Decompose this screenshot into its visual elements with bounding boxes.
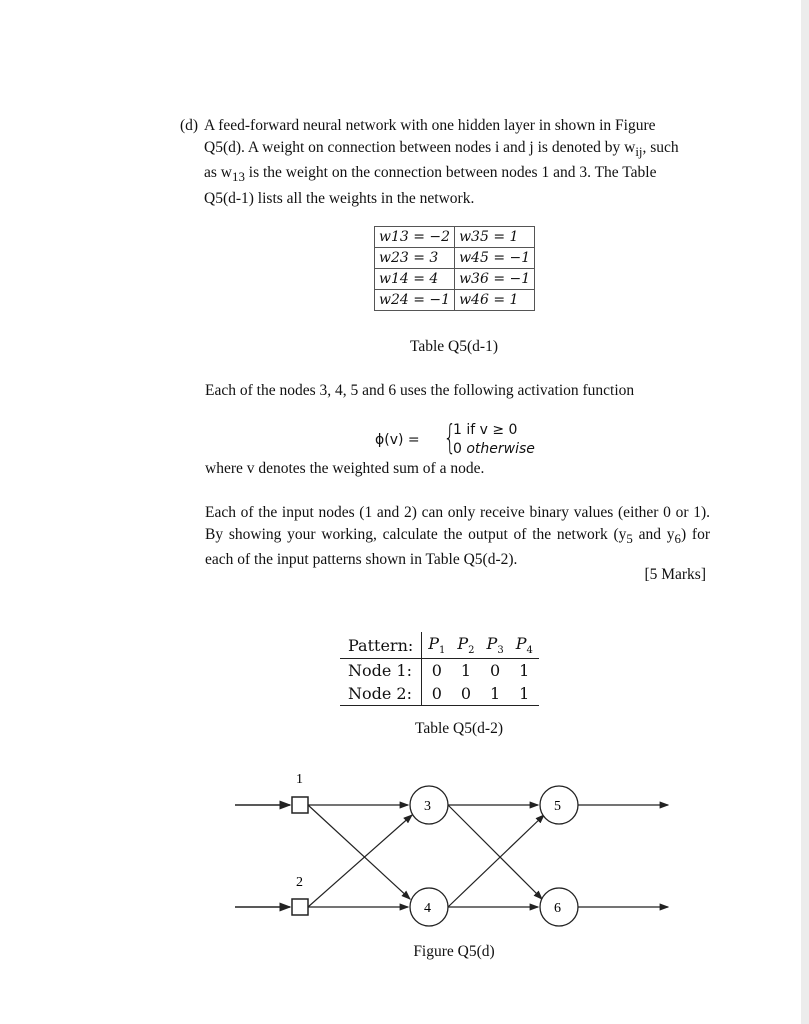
- neural-network-figure: [230, 765, 680, 935]
- weights-row: [375, 269, 535, 290]
- edge-3-6: [448, 805, 542, 899]
- pattern-header-cell: [451, 632, 480, 659]
- formula-case-2: [453, 441, 535, 457]
- question-line-3-end: is the weight on the connection between nodes 1 and 3. The Table: [244, 164, 657, 182]
- pattern-subscript: 3: [497, 645, 504, 657]
- weight-cell: w45 = −1: [455, 248, 535, 269]
- formula-lhs: ϕ(v) =: [375, 432, 420, 448]
- weight-cell: w46 = 1: [455, 290, 535, 311]
- instructions-text: [205, 502, 710, 571]
- hidden-label-4: 4: [424, 901, 431, 916]
- scrollbar[interactable]: [801, 0, 809, 1024]
- where-text: where v denotes the weighted sum of a node.: [205, 460, 485, 477]
- weights-table-caption: Table Q5(d-1): [409, 338, 498, 355]
- pattern-value-cell: 0: [451, 682, 480, 706]
- pattern-letter: P: [457, 634, 469, 653]
- marks-label: [5 Marks]: [644, 566, 706, 583]
- question-label: (d): [180, 117, 199, 134]
- pattern-value-cell: 0: [490, 661, 501, 681]
- weights-table: [374, 226, 535, 311]
- pattern-subscript: 4: [526, 645, 533, 657]
- output-label-5: 5: [554, 799, 561, 814]
- pattern-letter: P: [486, 634, 498, 653]
- edge-1-4: [308, 805, 410, 899]
- input-node-2: [292, 899, 308, 915]
- patterns-row-label: Node 1:: [340, 659, 422, 683]
- patterns-table: [340, 632, 539, 706]
- left-brace-icon: {: [443, 418, 457, 458]
- pattern-value-cell: 0: [431, 661, 442, 681]
- question-text: [180, 115, 710, 209]
- weights-row: [375, 227, 535, 248]
- hidden-label-3: 3: [424, 799, 431, 814]
- weights-row: [375, 290, 535, 311]
- weight-cell: w24 = −1: [375, 290, 455, 311]
- pattern-header-cell: [422, 632, 452, 659]
- instructions-part-c: ) for each of the input patterns shown in Table Q5(d-2).: [205, 525, 710, 569]
- instructions-part-a: Each of the input nodes (1 and 2) can only receive binary values (either 0 or 1). By showing your working, calculate the output of the network (y: [205, 504, 710, 543]
- pattern-subscript: 1: [439, 645, 446, 657]
- question-line-2: Q5(d). A weight on connection between nodes i and j is denoted by w: [204, 138, 636, 156]
- pattern-header-cell: [481, 632, 510, 659]
- edge-2-3: [308, 815, 412, 907]
- weight-cell: w35 = 1: [455, 227, 535, 248]
- pattern-letter: P: [515, 634, 527, 653]
- activation-intro: Each of the nodes 3, 4, 5 and 6 uses the following activation function: [205, 382, 635, 399]
- pattern-value-cell: 0: [422, 682, 452, 706]
- pattern-subscript: 2: [468, 645, 475, 657]
- pattern-letter: P: [428, 634, 440, 653]
- weight-cell: w36 = −1: [455, 269, 535, 290]
- question-line-1: A feed-forward neural network with one hidden layer in shown in Figure: [204, 117, 656, 134]
- formula-case-1: 1 if v ≥ 0: [453, 422, 518, 438]
- subscript-13: 13: [231, 169, 245, 185]
- figure-caption: Figure Q5(d): [413, 943, 495, 960]
- question-line-4: Q5(d-1) lists all the weights in the network.: [204, 189, 475, 207]
- formula-case-2-word: otherwise: [466, 441, 535, 457]
- subscript-ij: ij: [635, 143, 643, 159]
- output-label-6: 6: [554, 901, 561, 916]
- formula-case-2-value: 0: [453, 441, 467, 457]
- pattern-header-cell: [510, 632, 539, 659]
- weight-cell: w13 = −2: [375, 227, 455, 248]
- patterns-row: [340, 682, 539, 706]
- patterns-header-label: Pattern:: [340, 632, 422, 659]
- subscript-6: 6: [674, 530, 681, 546]
- input-label-1: 1: [296, 772, 303, 787]
- weight-cell: w14 = 4: [375, 269, 455, 290]
- pattern-value-cell: 1: [481, 682, 510, 706]
- input-label-2: 2: [296, 875, 303, 890]
- weights-row: [375, 248, 535, 269]
- edge-4-5: [448, 815, 544, 907]
- subscript-5: 5: [626, 530, 633, 546]
- patterns-row-label: Node 2:: [340, 682, 422, 706]
- input-node-1: [292, 797, 308, 813]
- pattern-value-cell: 1: [519, 661, 530, 681]
- pattern-value-cell: 1: [460, 661, 472, 681]
- patterns-header-row: [340, 632, 539, 659]
- pattern-value-cell: 1: [510, 682, 539, 706]
- question-line-2-end: , such: [642, 138, 679, 156]
- weight-cell: w23 = 3: [375, 248, 455, 269]
- patterns-table-caption: Table Q5(d-2): [414, 720, 503, 737]
- instructions-part-b: and y: [632, 525, 675, 543]
- patterns-row: [340, 659, 539, 683]
- question-line-3: as w: [204, 164, 232, 182]
